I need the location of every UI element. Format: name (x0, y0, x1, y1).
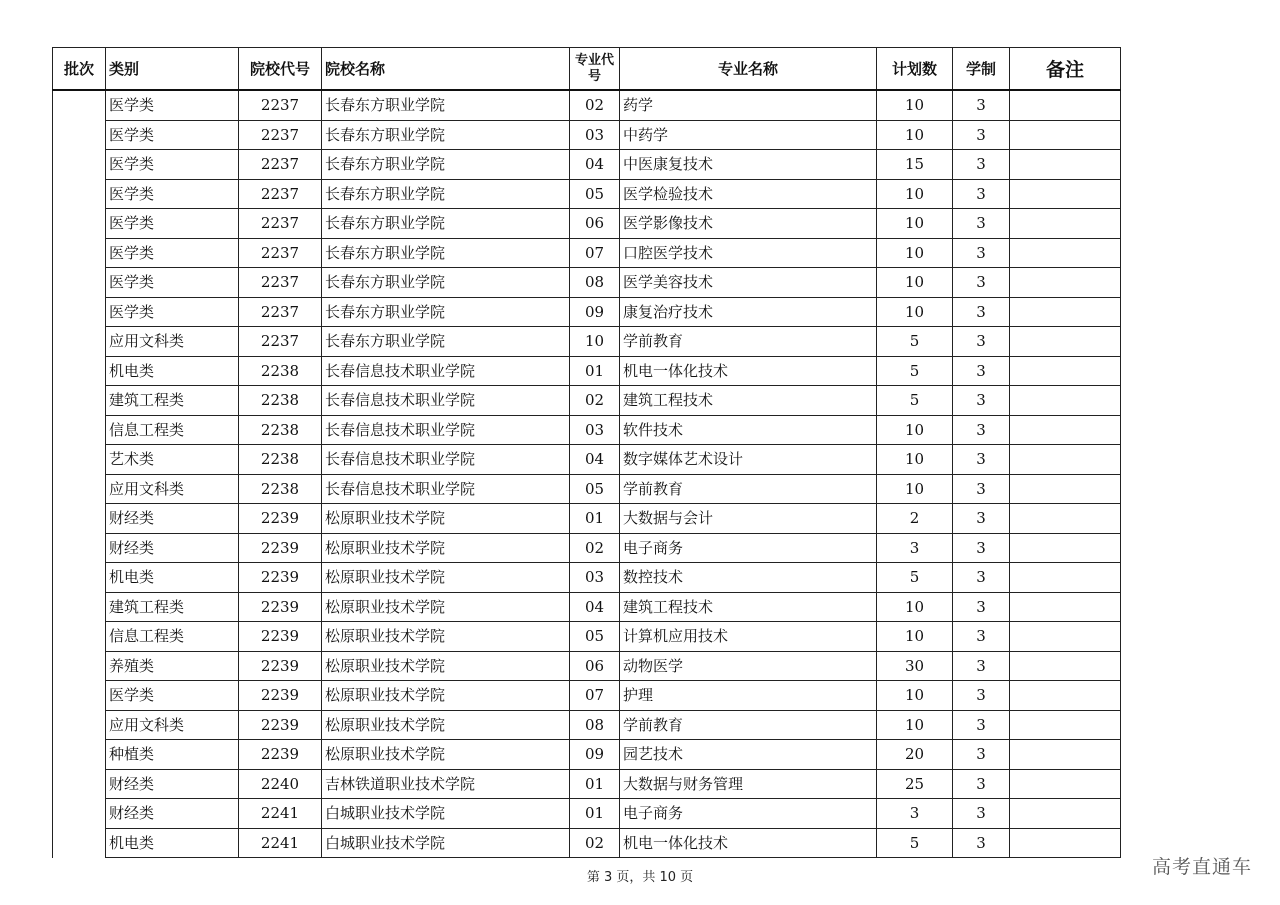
cell-plan: 10 (877, 297, 953, 327)
cell-major-name: 计算机应用技术 (620, 622, 877, 652)
cell-years: 3 (953, 563, 1010, 593)
cell-major-name: 大数据与财务管理 (620, 769, 877, 799)
cell-major-code: 08 (570, 268, 620, 298)
cell-remark (1010, 622, 1121, 652)
table-row (53, 592, 1121, 622)
cell-school-name: 白城职业技术学院 (322, 828, 570, 858)
cell-school-code: 2237 (239, 238, 322, 268)
cell-major-name: 医学美容技术 (620, 268, 877, 298)
cell-school-name: 长春信息技术职业学院 (322, 445, 570, 475)
table-row (53, 681, 1121, 711)
table-row (53, 268, 1121, 298)
cell-school-code: 2237 (239, 90, 322, 120)
cell-plan: 3 (877, 799, 953, 829)
cell-plan: 10 (877, 415, 953, 445)
cell-plan: 10 (877, 90, 953, 120)
cell-major-name: 医学影像技术 (620, 209, 877, 239)
cell-major-name: 医学检验技术 (620, 179, 877, 209)
watermark-text: 高考直通车 (1151, 856, 1252, 878)
cell-major-code: 04 (570, 150, 620, 180)
cell-school-name: 长春东方职业学院 (322, 150, 570, 180)
cell-major-code: 01 (570, 504, 620, 534)
cell-major-code: 09 (570, 297, 620, 327)
cell-category: 财经类 (106, 769, 239, 799)
cell-school-code: 2238 (239, 445, 322, 475)
cell-years: 3 (953, 740, 1010, 770)
cell-school-code: 2239 (239, 533, 322, 563)
header-plan: 计划数 (877, 48, 953, 91)
cell-years: 3 (953, 150, 1010, 180)
cell-years: 3 (953, 120, 1010, 150)
cell-school-code: 2238 (239, 415, 322, 445)
cell-major-name: 建筑工程技术 (620, 592, 877, 622)
table-row (53, 386, 1121, 416)
cell-school-code: 2237 (239, 150, 322, 180)
cell-plan: 2 (877, 504, 953, 534)
cell-major-code: 03 (570, 120, 620, 150)
cell-category: 机电类 (106, 563, 239, 593)
header-years: 学制 (953, 48, 1010, 91)
cell-school-name: 松原职业技术学院 (322, 710, 570, 740)
cell-major-name: 电子商务 (620, 799, 877, 829)
cell-major-code: 05 (570, 179, 620, 209)
header-school-name: 院校名称 (322, 48, 570, 91)
cell-major-code: 07 (570, 681, 620, 711)
cell-years: 3 (953, 651, 1010, 681)
cell-major-name: 中药学 (620, 120, 877, 150)
cell-remark (1010, 710, 1121, 740)
cell-major-code: 06 (570, 651, 620, 681)
cell-remark (1010, 769, 1121, 799)
cell-major-code: 08 (570, 710, 620, 740)
table-row (53, 533, 1121, 563)
cell-plan: 3 (877, 533, 953, 563)
table-row (53, 710, 1121, 740)
table-row (53, 769, 1121, 799)
table-body (53, 90, 1121, 858)
cell-category: 信息工程类 (106, 415, 239, 445)
header-major-code (570, 48, 620, 91)
cell-remark (1010, 415, 1121, 445)
cell-major-code: 01 (570, 356, 620, 386)
cell-school-name: 长春东方职业学院 (322, 120, 570, 150)
cell-major-name: 数控技术 (620, 563, 877, 593)
cell-school-code: 2239 (239, 622, 322, 652)
cell-major-name: 园艺技术 (620, 740, 877, 770)
cell-major-code: 04 (570, 445, 620, 475)
cell-plan: 10 (877, 268, 953, 298)
cell-category: 医学类 (106, 179, 239, 209)
cell-plan: 10 (877, 592, 953, 622)
cell-major-name: 动物医学 (620, 651, 877, 681)
cell-plan: 20 (877, 740, 953, 770)
cell-remark (1010, 563, 1121, 593)
cell-school-name: 长春东方职业学院 (322, 297, 570, 327)
cell-major-code: 03 (570, 563, 620, 593)
cell-category: 信息工程类 (106, 622, 239, 652)
cell-major-name: 数字媒体艺术设计 (620, 445, 877, 475)
cell-major-code: 02 (570, 90, 620, 120)
cell-school-name: 松原职业技术学院 (322, 563, 570, 593)
cell-major-code: 09 (570, 740, 620, 770)
table-row (53, 179, 1121, 209)
cell-school-name: 松原职业技术学院 (322, 592, 570, 622)
cell-major-name: 中医康复技术 (620, 150, 877, 180)
table-row (53, 828, 1121, 858)
cell-major-name: 康复治疗技术 (620, 297, 877, 327)
cell-category: 应用文科类 (106, 474, 239, 504)
cell-years: 3 (953, 710, 1010, 740)
cell-school-name: 松原职业技术学院 (322, 622, 570, 652)
cell-years: 3 (953, 415, 1010, 445)
cell-major-code: 02 (570, 533, 620, 563)
table-row (53, 445, 1121, 475)
table-row (53, 238, 1121, 268)
cell-major-name: 机电一体化技术 (620, 828, 877, 858)
cell-category: 建筑工程类 (106, 386, 239, 416)
cell-years: 3 (953, 622, 1010, 652)
table-header-row (53, 48, 1121, 91)
table-row (53, 150, 1121, 180)
cell-plan: 30 (877, 651, 953, 681)
header-category: 类别 (106, 48, 239, 91)
cell-years: 3 (953, 386, 1010, 416)
header-major-code-text: 专业代号 (574, 52, 614, 84)
page-footer: 第 3 页，共 10 页 (586, 870, 694, 885)
cell-school-code: 2238 (239, 474, 322, 504)
cell-school-code: 2237 (239, 179, 322, 209)
cell-years: 3 (953, 445, 1010, 475)
cell-school-code: 2239 (239, 710, 322, 740)
cell-remark (1010, 828, 1121, 858)
cell-category: 财经类 (106, 799, 239, 829)
cell-years: 3 (953, 474, 1010, 504)
cell-school-code: 2237 (239, 327, 322, 357)
cell-school-name: 松原职业技术学院 (322, 681, 570, 711)
cell-major-name: 建筑工程技术 (620, 386, 877, 416)
cell-remark (1010, 238, 1121, 268)
cell-school-code: 2237 (239, 209, 322, 239)
table-row (53, 651, 1121, 681)
cell-major-code: 01 (570, 769, 620, 799)
table-row (53, 740, 1121, 770)
cell-school-code: 2240 (239, 769, 322, 799)
cell-category: 建筑工程类 (106, 592, 239, 622)
cell-school-name: 长春东方职业学院 (322, 327, 570, 357)
cell-school-name: 长春东方职业学院 (322, 90, 570, 120)
table-row (53, 622, 1121, 652)
cell-major-code: 02 (570, 828, 620, 858)
cell-category: 医学类 (106, 268, 239, 298)
cell-plan: 5 (877, 563, 953, 593)
cell-remark (1010, 268, 1121, 298)
cell-years: 3 (953, 90, 1010, 120)
cell-years: 3 (953, 297, 1010, 327)
cell-years: 3 (953, 504, 1010, 534)
cell-years: 3 (953, 592, 1010, 622)
cell-remark (1010, 799, 1121, 829)
cell-school-code: 2239 (239, 563, 322, 593)
cell-category: 医学类 (106, 238, 239, 268)
cell-school-name: 长春信息技术职业学院 (322, 474, 570, 504)
cell-school-name: 长春东方职业学院 (322, 179, 570, 209)
cell-remark (1010, 209, 1121, 239)
cell-years: 3 (953, 799, 1010, 829)
cell-major-code: 06 (570, 209, 620, 239)
table-row (53, 504, 1121, 534)
cell-remark (1010, 120, 1121, 150)
cell-remark (1010, 445, 1121, 475)
cell-plan: 5 (877, 356, 953, 386)
cell-remark (1010, 356, 1121, 386)
cell-school-code: 2237 (239, 120, 322, 150)
cell-school-code: 2237 (239, 268, 322, 298)
cell-major-name: 软件技术 (620, 415, 877, 445)
cell-major-code: 05 (570, 474, 620, 504)
cell-years: 3 (953, 769, 1010, 799)
cell-remark (1010, 740, 1121, 770)
cell-plan: 10 (877, 710, 953, 740)
cell-remark (1010, 681, 1121, 711)
cell-major-name: 机电一体化技术 (620, 356, 877, 386)
table-row (53, 799, 1121, 829)
cell-school-code: 2237 (239, 297, 322, 327)
cell-remark (1010, 327, 1121, 357)
table-row (53, 209, 1121, 239)
cell-plan: 10 (877, 622, 953, 652)
cell-school-name: 长春信息技术职业学院 (322, 386, 570, 416)
cell-school-name: 长春东方职业学院 (322, 238, 570, 268)
table-row (53, 297, 1121, 327)
cell-remark (1010, 297, 1121, 327)
cell-category: 养殖类 (106, 651, 239, 681)
cell-school-code: 2238 (239, 356, 322, 386)
cell-school-name: 吉林铁道职业技术学院 (322, 769, 570, 799)
enrollment-plan-table (52, 47, 1121, 858)
cell-school-code: 2239 (239, 592, 322, 622)
cell-years: 3 (953, 179, 1010, 209)
header-major-name: 专业名称 (620, 48, 877, 91)
cell-plan: 15 (877, 150, 953, 180)
cell-remark (1010, 150, 1121, 180)
cell-plan: 5 (877, 386, 953, 416)
cell-major-name: 学前教育 (620, 710, 877, 740)
cell-years: 3 (953, 681, 1010, 711)
cell-batch (53, 90, 106, 858)
cell-major-code: 10 (570, 327, 620, 357)
cell-school-code: 2239 (239, 651, 322, 681)
table-row (53, 356, 1121, 386)
cell-plan: 10 (877, 238, 953, 268)
cell-school-name: 松原职业技术学院 (322, 504, 570, 534)
cell-category: 机电类 (106, 828, 239, 858)
table-row (53, 415, 1121, 445)
cell-school-name: 松原职业技术学院 (322, 740, 570, 770)
header-remark: 备注 (1010, 48, 1121, 91)
cell-major-code: 01 (570, 799, 620, 829)
cell-major-name: 电子商务 (620, 533, 877, 563)
table-row (53, 327, 1121, 357)
cell-school-name: 长春东方职业学院 (322, 268, 570, 298)
cell-years: 3 (953, 209, 1010, 239)
cell-major-name: 口腔医学技术 (620, 238, 877, 268)
cell-plan: 10 (877, 209, 953, 239)
cell-category: 财经类 (106, 504, 239, 534)
cell-category: 应用文科类 (106, 710, 239, 740)
cell-major-code: 03 (570, 415, 620, 445)
cell-category: 应用文科类 (106, 327, 239, 357)
cell-category: 医学类 (106, 90, 239, 120)
cell-category: 医学类 (106, 209, 239, 239)
cell-school-name: 白城职业技术学院 (322, 799, 570, 829)
cell-school-code: 2239 (239, 681, 322, 711)
cell-remark (1010, 533, 1121, 563)
cell-major-name: 学前教育 (620, 474, 877, 504)
cell-plan: 10 (877, 120, 953, 150)
table-row (53, 90, 1121, 120)
cell-major-name: 药学 (620, 90, 877, 120)
cell-years: 3 (953, 327, 1010, 357)
table-row (53, 120, 1121, 150)
table-row (53, 474, 1121, 504)
cell-category: 机电类 (106, 356, 239, 386)
cell-major-code: 02 (570, 386, 620, 416)
cell-school-code: 2238 (239, 386, 322, 416)
table-row (53, 563, 1121, 593)
cell-school-name: 松原职业技术学院 (322, 533, 570, 563)
cell-plan: 10 (877, 179, 953, 209)
cell-category: 医学类 (106, 297, 239, 327)
cell-category: 医学类 (106, 681, 239, 711)
cell-years: 3 (953, 533, 1010, 563)
header-school-code: 院校代号 (239, 48, 322, 91)
cell-school-name: 长春信息技术职业学院 (322, 356, 570, 386)
cell-plan: 5 (877, 828, 953, 858)
cell-school-code: 2239 (239, 740, 322, 770)
cell-school-name: 松原职业技术学院 (322, 651, 570, 681)
cell-major-name: 大数据与会计 (620, 504, 877, 534)
cell-plan: 10 (877, 474, 953, 504)
cell-plan: 10 (877, 445, 953, 475)
cell-remark (1010, 592, 1121, 622)
cell-school-code: 2241 (239, 828, 322, 858)
header-batch: 批次 (53, 48, 106, 91)
cell-years: 3 (953, 356, 1010, 386)
cell-school-code: 2239 (239, 504, 322, 534)
cell-years: 3 (953, 238, 1010, 268)
cell-plan: 10 (877, 681, 953, 711)
cell-major-code: 07 (570, 238, 620, 268)
cell-category: 医学类 (106, 120, 239, 150)
cell-years: 3 (953, 268, 1010, 298)
cell-major-name: 学前教育 (620, 327, 877, 357)
cell-school-code: 2241 (239, 799, 322, 829)
cell-category: 医学类 (106, 150, 239, 180)
cell-major-name: 护理 (620, 681, 877, 711)
cell-major-code: 04 (570, 592, 620, 622)
cell-school-name: 长春信息技术职业学院 (322, 415, 570, 445)
cell-category: 种植类 (106, 740, 239, 770)
cell-major-code: 05 (570, 622, 620, 652)
cell-category: 财经类 (106, 533, 239, 563)
cell-remark (1010, 386, 1121, 416)
cell-plan: 5 (877, 327, 953, 357)
cell-school-name: 长春东方职业学院 (322, 209, 570, 239)
cell-years: 3 (953, 828, 1010, 858)
cell-category: 艺术类 (106, 445, 239, 475)
cell-remark (1010, 474, 1121, 504)
cell-plan: 25 (877, 769, 953, 799)
cell-remark (1010, 179, 1121, 209)
cell-remark (1010, 651, 1121, 681)
cell-remark (1010, 90, 1121, 120)
cell-remark (1010, 504, 1121, 534)
